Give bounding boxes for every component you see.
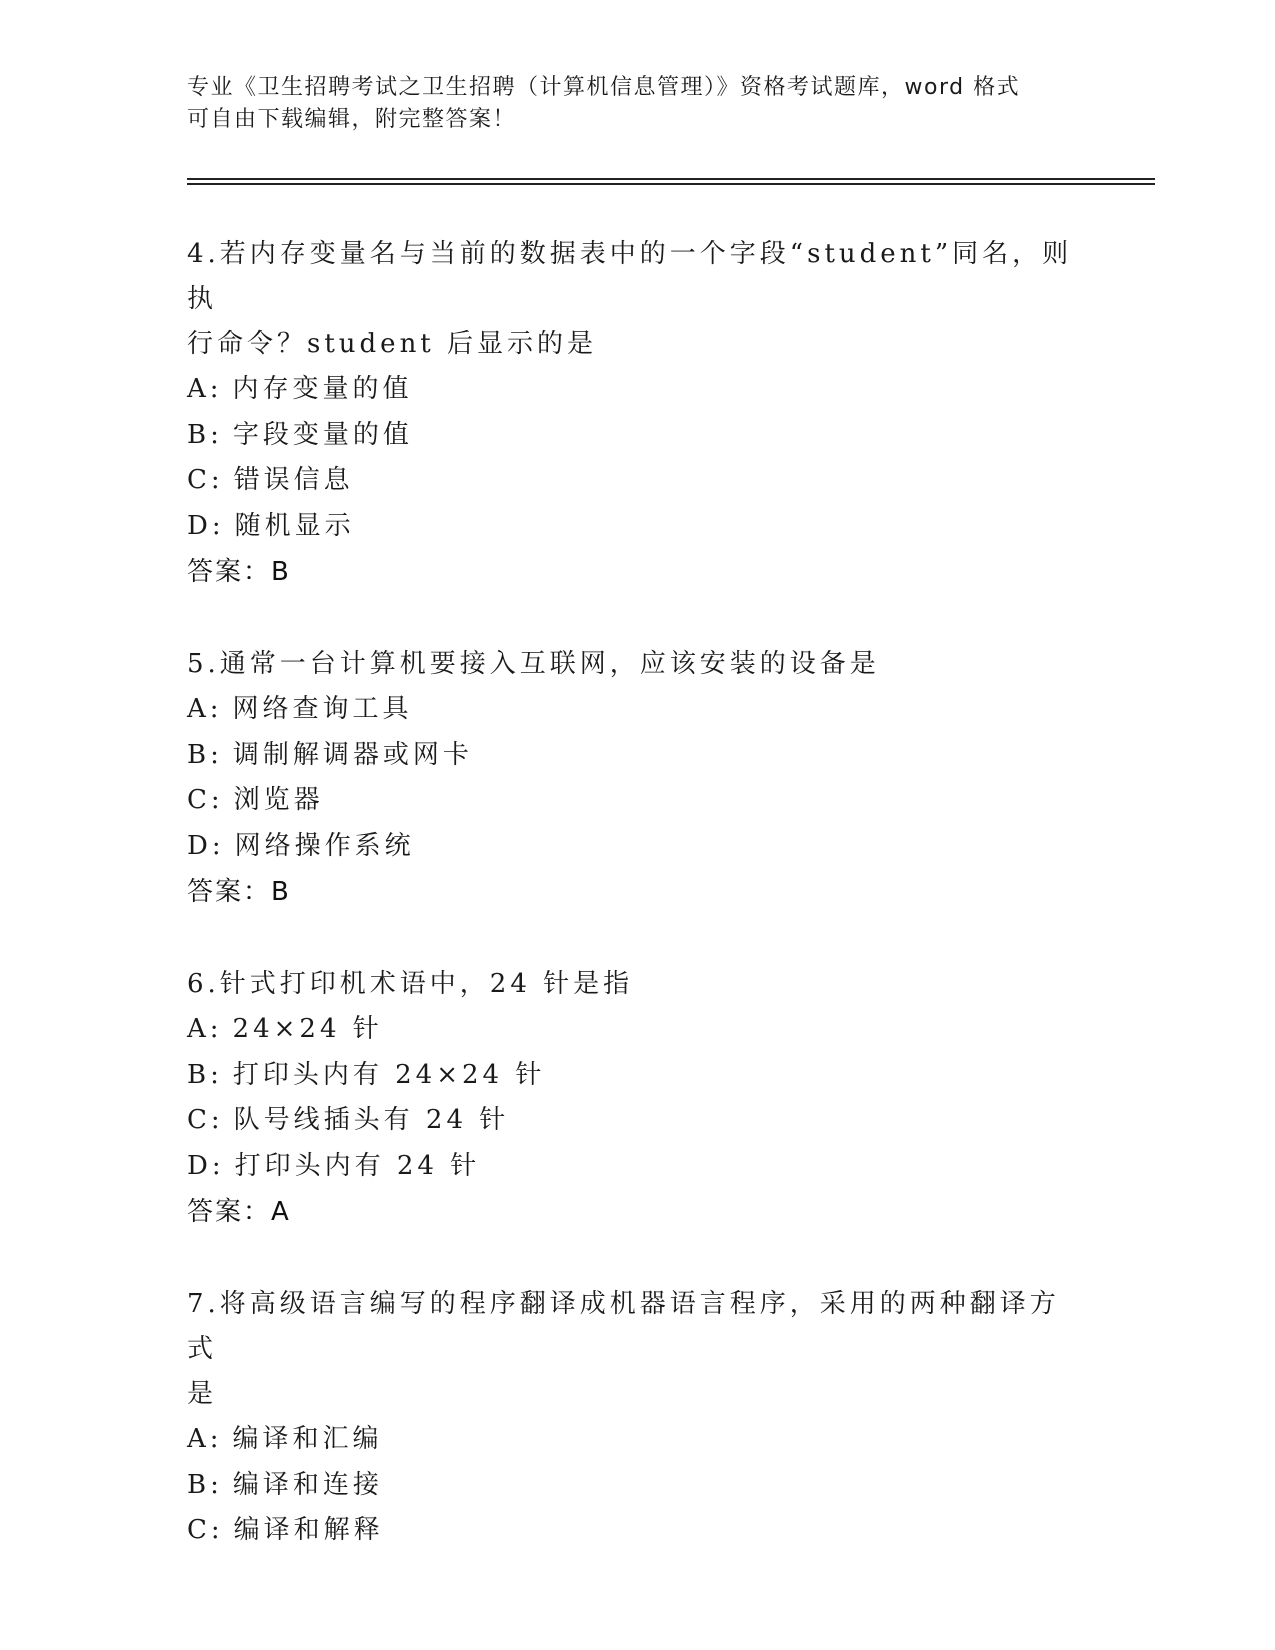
option-key: B: bbox=[187, 1059, 223, 1090]
option-key: B: bbox=[187, 419, 223, 450]
option-c bbox=[187, 778, 1087, 824]
option-key: C: bbox=[187, 1105, 224, 1135]
option-text: 24×24 针 bbox=[232, 1014, 383, 1044]
question-stem-line: 4.若内存变量名与当前的数据表中的一个字段“student”同名，则执 bbox=[187, 239, 1073, 314]
question-5 bbox=[187, 642, 1087, 915]
option-c bbox=[187, 1098, 1087, 1144]
option-d bbox=[187, 1144, 1087, 1190]
option-text: 打印头内有 24 针 bbox=[234, 1150, 481, 1181]
option-d bbox=[187, 504, 1087, 550]
option-text: 编译和连接 bbox=[232, 1469, 383, 1500]
question-6 bbox=[187, 962, 1087, 1235]
option-key: A: bbox=[187, 1014, 223, 1044]
option-key: A: bbox=[187, 694, 223, 724]
answer-line: 答案：B bbox=[187, 557, 291, 587]
option-key: B: bbox=[187, 1469, 223, 1500]
option-text: 浏览器 bbox=[233, 785, 324, 815]
option-key: B: bbox=[187, 739, 223, 770]
option-c bbox=[187, 458, 1087, 504]
option-b bbox=[187, 1053, 1087, 1099]
option-a bbox=[187, 367, 1087, 413]
option-text: 网络操作系统 bbox=[234, 830, 415, 861]
option-text: 队号线插头有 24 针 bbox=[233, 1105, 510, 1135]
option-text: 内存变量的值 bbox=[232, 374, 413, 404]
question-stem-line: 行命令？student 后显示的是 bbox=[187, 329, 598, 359]
option-a bbox=[187, 687, 1087, 733]
option-key: C: bbox=[187, 465, 224, 495]
question-list bbox=[187, 232, 1087, 1601]
question-4 bbox=[187, 232, 1087, 595]
option-text: 随机显示 bbox=[234, 510, 355, 541]
option-text: 打印头内有 24×24 针 bbox=[232, 1059, 546, 1090]
option-a bbox=[187, 1007, 1087, 1053]
header-line-2: 可自由下载编辑，附完整答案！ bbox=[187, 107, 517, 132]
option-b bbox=[187, 733, 1087, 779]
option-d bbox=[187, 824, 1087, 870]
option-text: 编译和解释 bbox=[233, 1515, 384, 1545]
option-text: 错误信息 bbox=[233, 465, 354, 495]
option-key: C: bbox=[187, 785, 224, 815]
question-7 bbox=[187, 1282, 1087, 1554]
option-key: A: bbox=[187, 1424, 223, 1454]
option-text: 调制解调器或网卡 bbox=[232, 739, 473, 770]
answer-line: 答案：A bbox=[187, 1197, 291, 1227]
option-key: C: bbox=[187, 1515, 224, 1545]
header-divider-bottom bbox=[187, 183, 1155, 185]
option-text: 网络查询工具 bbox=[232, 694, 413, 724]
option-text: 编译和汇编 bbox=[232, 1424, 383, 1454]
option-key: D: bbox=[187, 830, 225, 861]
option-text: 字段变量的值 bbox=[232, 419, 413, 450]
header-divider-top bbox=[187, 178, 1155, 180]
answer-line: 答案：B bbox=[187, 877, 291, 907]
question-stem-line: 6.针式打印机术语中，24 针是指 bbox=[187, 969, 634, 999]
question-stem-line: 5.通常一台计算机要接入互联网，应该安装的设备是 bbox=[187, 649, 880, 679]
document-header bbox=[187, 72, 1067, 136]
option-key: D: bbox=[187, 1150, 225, 1181]
question-stem-line: 7.将高级语言编写的程序翻译成机器语言程序，采用的两种翻译方式 bbox=[187, 1289, 1060, 1364]
option-c bbox=[187, 1508, 1087, 1554]
option-a bbox=[187, 1417, 1087, 1463]
option-key: D: bbox=[187, 510, 225, 541]
option-b bbox=[187, 413, 1087, 459]
header-line-1: 专业《卫生招聘考试之卫生招聘（计算机信息管理）》资格考试题库，word 格式 bbox=[187, 75, 1021, 100]
option-key: A: bbox=[187, 374, 223, 404]
option-b bbox=[187, 1463, 1087, 1509]
question-stem-line: 是 bbox=[187, 1379, 218, 1409]
